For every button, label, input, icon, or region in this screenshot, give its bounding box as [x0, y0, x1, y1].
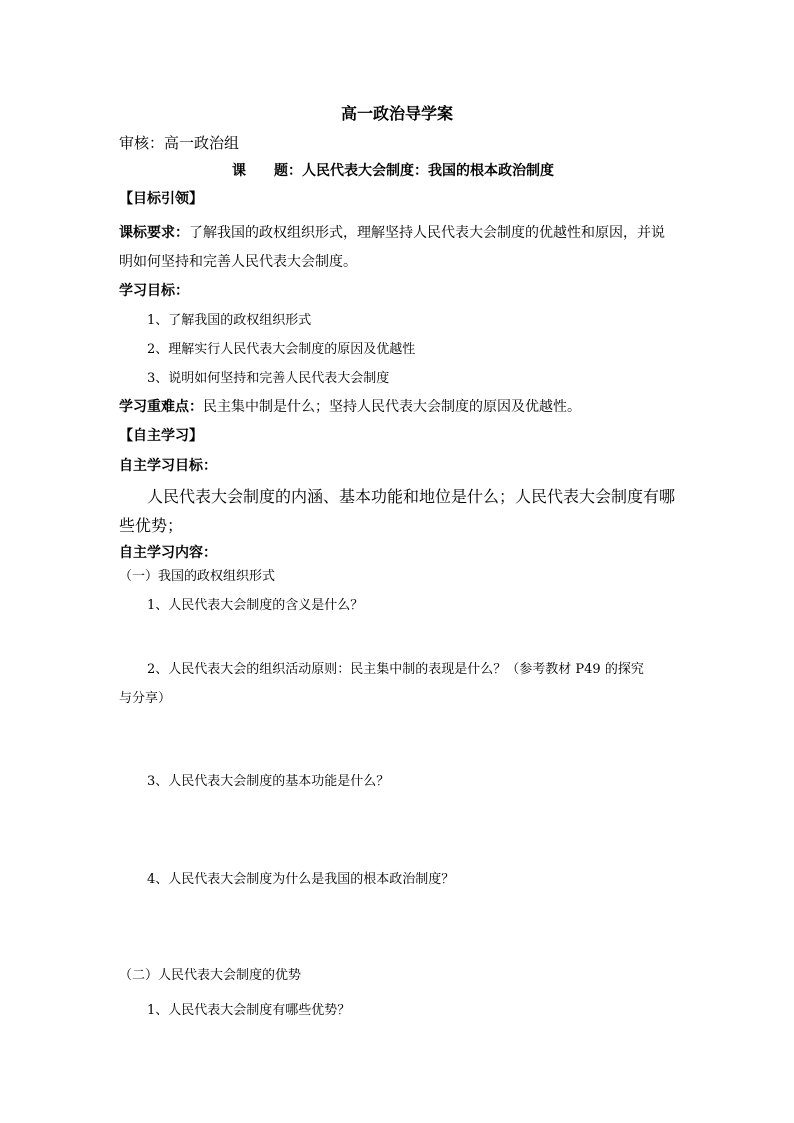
- reviewer-line: 审核：高一政治组: [119, 134, 240, 152]
- study-goal-item: 1、了解我国的政权组织形式: [147, 313, 312, 328]
- topic-label: 课 题：: [232, 163, 302, 179]
- question-4: 4、人民代表大会制度为什么是我国的根本政治制度？: [147, 872, 455, 887]
- section-self-study: 【自主学习】: [119, 428, 203, 444]
- question-1: 1、人民代表大会制度的含义是什么？: [147, 598, 364, 613]
- curriculum-requirement: [119, 226, 665, 240]
- requirement-label: 课标要求：: [119, 225, 189, 241]
- topic-text: 人民代表大会制度：我国的根本政治制度: [302, 163, 554, 179]
- key-points-label: 学习重难点：: [119, 399, 203, 415]
- question-2-line-1: 2、人民代表大会的组织活动原则：民主集中制的表现是什么？（参考教材 P49 的探究: [147, 662, 644, 677]
- document-title: 高一政治导学案: [340, 104, 453, 123]
- study-goal-item: 2、理解实行人民代表大会制度的原因及优越性: [147, 342, 416, 357]
- requirement-text-2: 明如何坚持和完善人民代表大会制度。: [119, 254, 357, 270]
- self-study-goal-label: 自主学习目标：: [119, 458, 217, 474]
- question-3: 3、人民代表大会制度的基本功能是什么？: [147, 774, 390, 789]
- topic-line: [232, 164, 554, 178]
- key-points-text: 民主集中制是什么；坚持人民代表大会制度的原因及优越性。: [203, 399, 581, 415]
- self-study-content-label: 自主学习内容：: [119, 545, 217, 561]
- part-one-heading: （一）我国的政权组织形式: [119, 569, 276, 584]
- study-goal-item: 3、说明如何坚持和完善人民代表大会制度: [147, 371, 390, 386]
- requirement-text-1: 了解我国的政权组织形式，理解坚持人民代表大会制度的优越性和原因，并说: [189, 225, 665, 241]
- question-5: 1、人民代表大会制度有哪些优势？: [147, 1003, 351, 1018]
- question-2-line-2: 与分享）: [119, 691, 172, 706]
- self-study-goal-text-1: 人民代表大会制度的内涵、基本功能和地位是什么；人民代表大会制度有哪: [147, 487, 676, 506]
- part-two-heading: （二）人民代表大会制度的优势: [119, 968, 302, 983]
- study-goals-label: 学习目标：: [119, 283, 189, 299]
- section-goal-guide: 【目标引领】: [119, 191, 203, 207]
- self-study-goal-text-2: 些优势；: [119, 516, 184, 535]
- key-points: [119, 400, 581, 414]
